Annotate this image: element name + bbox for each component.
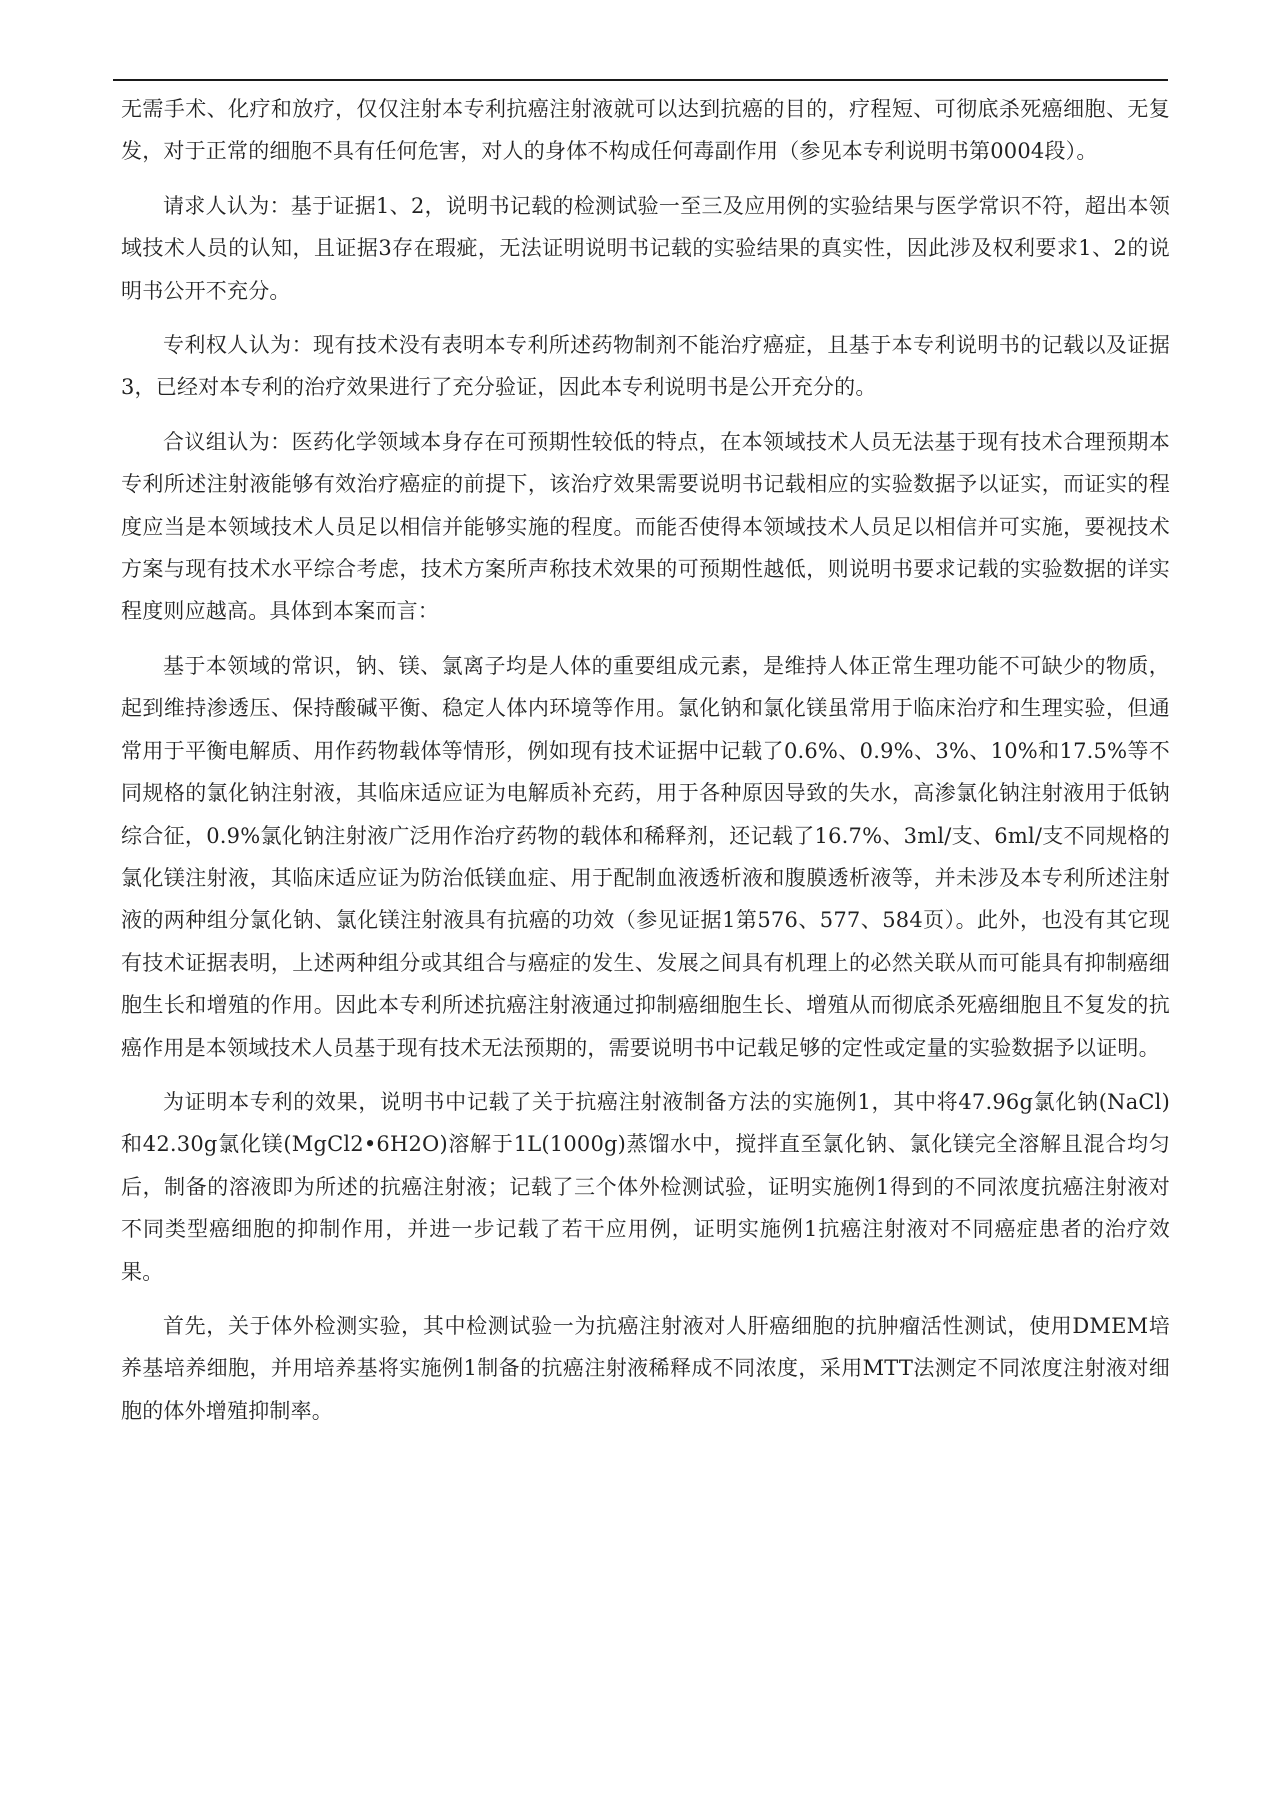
paragraph-panel-view: 合议组认为：医药化学领域本身存在可预期性较低的特点，在本领域技术人员无法基于现有技术合理预期本专利所述注射液能够有效治疗癌症的前提下，该治疗效果需要说明书记载相应的实验数据予以证实，而证实的程度应当是本领域技术人员足以相信并能够实施的程度。而能否使得本领域技术人员足以相信并可实施，要视技术方案与现有技术水平综合考虑，技术方案所声称技术效果的可预期性越低，则说明书要求记载的实验数据的详实程度则应越高。具体到本案而言：: [121, 429, 1170, 624]
paragraph-requester-view: 请求人认为：基于证据1、2，说明书记载的检测试验一至三及应用例的实验结果与医学常识不符，超出本领域技术人员的认知，且证据3存在瑕疵，无法证明说明书记载的实验结果的真实性，因此涉及权利要求1、2的说明书公开不充分。: [121, 193, 1170, 303]
header-rule: [113, 79, 1168, 81]
paragraph-common-knowledge: 基于本领域的常识，钠、镁、氯离子均是人体的重要组成元素，是维持人体正常生理功能不可缺少的物质，起到维持渗透压、保持酸碱平衡、稳定人体内环境等作用。氯化钠和氯化镁虽常用于临床治疗和生理实验，但通常用于平衡电解质、用作药物载体等情形，例如现有技术证据中记载了0.6%、0.9%、3%、10%和17.5%等不同规格的氯化钠注射液，其临床适应证为电解质补充药，用于各种原因导致的失水，高渗氯化钠注射液用于低钠综合征，0.9%氯化钠注射液广泛用作治疗药物的载体和稀释剂，还记载了16.7%、3ml/支、6ml/支不同规格的氯化镁注射液，其临床适应证为防治低镁血症、用于配制血液透析液和腹膜透析液等，并未涉及本专利所述注射液的两种组分氯化钠、氯化镁注射液具有抗癌的功效（参见证据1第576、577、584页）。此外，也没有其它现有技术证据表明，上述两种组分或其组合与癌症的发生、发展之间具有机理上的必然关联从而可能具有抑制癌细胞生长和增殖的作用。因此本专利所述抗癌注射液通过抑制癌细胞生长、增殖从而彻底杀死癌细胞且不复发的抗癌作用是本领域技术人员基于现有技术无法预期的，需要说明书中记载足够的定性或定量的实验数据予以证明。: [121, 653, 1170, 1060]
document-body: [121, 88, 1170, 1444]
paragraph-in-vitro-test: 首先，关于体外检测实验，其中检测试验一为抗癌注射液对人肝癌细胞的抗肿瘤活性测试，使用DMEM培养基培养细胞，并用培养基将实施例1制备的抗癌注射液稀释成不同浓度，采用MTT法测定不同浓度注射液对细胞的体外增殖抑制率。: [121, 1313, 1170, 1423]
paragraph-patentee-view: 专利权人认为：现有技术没有表明本专利所述药物制剂不能治疗癌症，且基于本专利说明书的记载以及证据3，已经对本专利的治疗效果进行了充分验证，因此本专利说明书是公开充分的。: [121, 333, 1170, 400]
paragraph-example-1: 为证明本专利的效果，说明书中记载了关于抗癌注射液制备方法的实施例1，其中将47.96g氯化钠(NaCl)和42.30g氯化镁(MgCl2•6H2O)溶解于1L(1000g)蒸馏水中，搅拌直至氯化钠、氯化镁完全溶解且混合均匀后，制备的溶液即为所述的抗癌注射液；记载了三个体外检测试验，证明实施例1得到的不同浓度抗癌注射液对不同类型癌细胞的抑制作用，并进一步记载了若干应用例，证明实施例1抗癌注射液对不同癌症患者的治疗效果。: [121, 1089, 1170, 1284]
paragraph-continued: 无需手术、化疗和放疗，仅仅注射本专利抗癌注射液就可以达到抗癌的目的，疗程短、可彻底杀死癌细胞、无复发，对于正常的细胞不具有任何危害，对人的身体不构成任何毒副作用（参见本专利说明书第0004段）。: [121, 97, 1170, 164]
